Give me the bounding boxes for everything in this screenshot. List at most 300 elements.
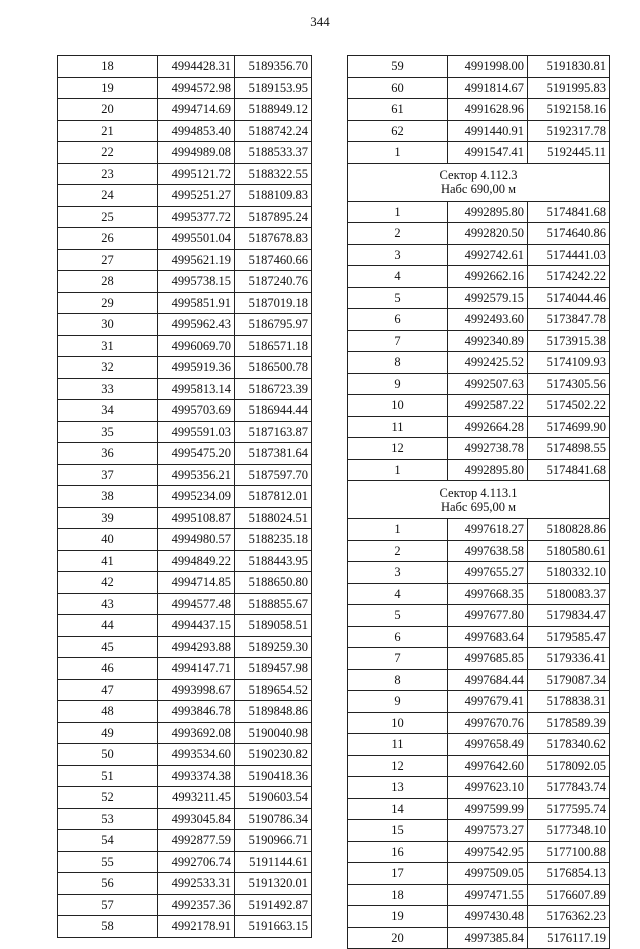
x-coordinate-cell: 4992820.50 — [448, 223, 528, 245]
x-coordinate-cell: 4995703.69 — [158, 400, 235, 422]
y-coordinate-cell: 5188742.24 — [235, 120, 312, 142]
point-number-cell: 1 — [348, 459, 448, 481]
point-number-cell: 2 — [348, 223, 448, 245]
table-row — [348, 309, 610, 331]
y-coordinate-cell: 5179585.47 — [528, 626, 610, 648]
y-coordinate-cell: 5176607.89 — [528, 884, 610, 906]
y-coordinate-cell: 5192445.11 — [528, 142, 610, 164]
table-row — [58, 142, 312, 164]
point-number-cell: 28 — [58, 271, 158, 293]
x-coordinate-cell: 4992493.60 — [448, 309, 528, 331]
x-coordinate-cell: 4997623.10 — [448, 777, 528, 799]
table-row — [348, 540, 610, 562]
y-coordinate-cell: 5178092.05 — [528, 755, 610, 777]
y-coordinate-cell: 5186723.39 — [235, 378, 312, 400]
x-coordinate-cell: 4994437.15 — [158, 615, 235, 637]
x-coordinate-cell: 4994293.88 — [158, 636, 235, 658]
y-coordinate-cell: 5189058.51 — [235, 615, 312, 637]
x-coordinate-cell: 4997658.49 — [448, 734, 528, 756]
table-row — [348, 416, 610, 438]
table-row — [58, 572, 312, 594]
x-coordinate-cell: 4992738.78 — [448, 438, 528, 460]
x-coordinate-cell: 4993998.67 — [158, 679, 235, 701]
point-number-cell: 22 — [58, 142, 158, 164]
y-coordinate-cell: 5180083.37 — [528, 583, 610, 605]
table-row — [348, 755, 610, 777]
y-coordinate-cell: 5178340.62 — [528, 734, 610, 756]
x-coordinate-cell: 4993211.45 — [158, 787, 235, 809]
x-coordinate-cell: 4997685.85 — [448, 648, 528, 670]
y-coordinate-cell: 5176117.19 — [528, 927, 610, 949]
table-row — [348, 841, 610, 863]
x-coordinate-cell: 4995621.19 — [158, 249, 235, 271]
point-number-cell: 43 — [58, 593, 158, 615]
table-row — [348, 605, 610, 627]
y-coordinate-cell: 5188235.18 — [235, 529, 312, 551]
y-coordinate-cell: 5187240.76 — [235, 271, 312, 293]
y-coordinate-cell: 5188322.55 — [235, 163, 312, 185]
table-row — [348, 77, 610, 99]
x-coordinate-cell: 4997385.84 — [448, 927, 528, 949]
point-number-cell: 49 — [58, 722, 158, 744]
point-number-cell: 23 — [58, 163, 158, 185]
x-coordinate-cell: 4995919.36 — [158, 357, 235, 379]
table-row — [348, 820, 610, 842]
point-number-cell: 57 — [58, 894, 158, 916]
table-row — [58, 507, 312, 529]
table-row — [58, 357, 312, 379]
y-coordinate-cell: 5178838.31 — [528, 691, 610, 713]
table-row — [58, 486, 312, 508]
x-coordinate-cell: 4994428.31 — [158, 56, 235, 78]
y-coordinate-cell: 5177595.74 — [528, 798, 610, 820]
x-coordinate-cell: 4997471.55 — [448, 884, 528, 906]
point-number-cell: 9 — [348, 373, 448, 395]
y-coordinate-cell: 5186500.78 — [235, 357, 312, 379]
x-coordinate-cell: 4992742.61 — [448, 244, 528, 266]
y-coordinate-cell: 5177348.10 — [528, 820, 610, 842]
x-coordinate-cell: 4992579.15 — [448, 287, 528, 309]
x-coordinate-cell: 4994853.40 — [158, 120, 235, 142]
y-coordinate-cell: 5173915.38 — [528, 330, 610, 352]
sector-height: Набс 695,00 м — [440, 499, 517, 514]
point-number-cell: 7 — [348, 648, 448, 670]
point-number-cell: 60 — [348, 77, 448, 99]
table-row — [58, 249, 312, 271]
point-number-cell: 36 — [58, 443, 158, 465]
y-coordinate-cell: 5187895.24 — [235, 206, 312, 228]
table-row — [58, 314, 312, 336]
y-coordinate-cell: 5191995.83 — [528, 77, 610, 99]
point-number-cell: 20 — [58, 99, 158, 121]
table-row — [58, 615, 312, 637]
point-number-cell: 45 — [58, 636, 158, 658]
table-row — [348, 648, 610, 670]
table-row — [348, 287, 610, 309]
point-number-cell: 5 — [348, 605, 448, 627]
point-number-cell: 55 — [58, 851, 158, 873]
x-coordinate-cell: 4991440.91 — [448, 120, 528, 142]
y-coordinate-cell: 5187381.64 — [235, 443, 312, 465]
x-coordinate-cell: 4991814.67 — [448, 77, 528, 99]
y-coordinate-cell: 5187812.01 — [235, 486, 312, 508]
table-row — [58, 378, 312, 400]
x-coordinate-cell: 4995813.14 — [158, 378, 235, 400]
table-row — [58, 99, 312, 121]
y-coordinate-cell: 5189153.95 — [235, 77, 312, 99]
point-number-cell: 42 — [58, 572, 158, 594]
y-coordinate-cell: 5191320.01 — [235, 873, 312, 895]
point-number-cell: 59 — [348, 56, 448, 78]
x-coordinate-cell: 4994989.08 — [158, 142, 235, 164]
point-number-cell: 4 — [348, 583, 448, 605]
x-coordinate-cell: 4994147.71 — [158, 658, 235, 680]
point-number-cell: 35 — [58, 421, 158, 443]
point-number-cell: 9 — [348, 691, 448, 713]
point-number-cell: 6 — [348, 626, 448, 648]
table-row — [348, 373, 610, 395]
x-coordinate-cell: 4997683.64 — [448, 626, 528, 648]
table-row — [58, 701, 312, 723]
point-number-cell: 32 — [58, 357, 158, 379]
y-coordinate-cell: 5174242.22 — [528, 266, 610, 288]
table-row — [58, 787, 312, 809]
x-coordinate-cell: 4993534.60 — [158, 744, 235, 766]
point-number-cell: 18 — [58, 56, 158, 78]
x-coordinate-cell: 4992340.89 — [448, 330, 528, 352]
table-row — [348, 438, 610, 460]
y-coordinate-cell: 5179087.34 — [528, 669, 610, 691]
point-number-cell: 12 — [348, 438, 448, 460]
x-coordinate-cell: 4997618.27 — [448, 519, 528, 541]
y-coordinate-cell: 5189848.86 — [235, 701, 312, 723]
table-row — [58, 744, 312, 766]
y-coordinate-cell: 5188533.37 — [235, 142, 312, 164]
y-coordinate-cell: 5188443.95 — [235, 550, 312, 572]
y-coordinate-cell: 5191144.61 — [235, 851, 312, 873]
table-row — [348, 777, 610, 799]
sector-header-row — [348, 163, 610, 201]
x-coordinate-cell: 4995121.72 — [158, 163, 235, 185]
point-number-cell: 16 — [348, 841, 448, 863]
y-coordinate-cell: 5191492.87 — [235, 894, 312, 916]
x-coordinate-cell: 4995501.04 — [158, 228, 235, 250]
table-row — [58, 894, 312, 916]
x-coordinate-cell: 4995738.15 — [158, 271, 235, 293]
x-coordinate-cell: 4993374.38 — [158, 765, 235, 787]
sector-title: Сектор 4.113.1 — [439, 485, 518, 500]
y-coordinate-cell: 5179834.47 — [528, 605, 610, 627]
x-coordinate-cell: 4992895.80 — [448, 201, 528, 223]
sector-header-row — [348, 481, 610, 519]
point-number-cell: 11 — [348, 416, 448, 438]
y-coordinate-cell: 5186944.44 — [235, 400, 312, 422]
x-coordinate-cell: 4992533.31 — [158, 873, 235, 895]
x-coordinate-cell: 4994714.85 — [158, 572, 235, 594]
x-coordinate-cell: 4992587.22 — [448, 395, 528, 417]
table-row — [348, 120, 610, 142]
point-number-cell: 4 — [348, 266, 448, 288]
y-coordinate-cell: 5179336.41 — [528, 648, 610, 670]
point-number-cell: 56 — [58, 873, 158, 895]
point-number-cell: 30 — [58, 314, 158, 336]
table-row — [348, 395, 610, 417]
x-coordinate-cell: 4992178.91 — [158, 916, 235, 938]
x-coordinate-cell: 4994714.69 — [158, 99, 235, 121]
point-number-cell: 10 — [348, 395, 448, 417]
y-coordinate-cell: 5190786.34 — [235, 808, 312, 830]
point-number-cell: 31 — [58, 335, 158, 357]
point-number-cell: 58 — [58, 916, 158, 938]
table-row — [58, 443, 312, 465]
table-row — [348, 906, 610, 928]
table-row — [58, 464, 312, 486]
table-row — [348, 459, 610, 481]
point-number-cell: 27 — [58, 249, 158, 271]
y-coordinate-cell: 5187597.70 — [235, 464, 312, 486]
x-coordinate-cell: 4994572.98 — [158, 77, 235, 99]
x-coordinate-cell: 4997573.27 — [448, 820, 528, 842]
table-row — [348, 734, 610, 756]
y-coordinate-cell: 5174841.68 — [528, 459, 610, 481]
table-row — [348, 712, 610, 734]
table-row — [58, 271, 312, 293]
point-number-cell: 10 — [348, 712, 448, 734]
point-number-cell: 5 — [348, 287, 448, 309]
point-number-cell: 1 — [348, 142, 448, 164]
x-coordinate-cell: 4997638.58 — [448, 540, 528, 562]
y-coordinate-cell: 5191663.15 — [235, 916, 312, 938]
table-row — [348, 99, 610, 121]
table-row — [58, 636, 312, 658]
x-coordinate-cell: 4995251.27 — [158, 185, 235, 207]
x-coordinate-cell: 4995356.21 — [158, 464, 235, 486]
table-row — [58, 163, 312, 185]
point-number-cell: 29 — [58, 292, 158, 314]
x-coordinate-cell: 4992895.80 — [448, 459, 528, 481]
point-number-cell: 33 — [58, 378, 158, 400]
point-number-cell: 38 — [58, 486, 158, 508]
x-coordinate-cell: 4992662.16 — [448, 266, 528, 288]
y-coordinate-cell: 5177100.88 — [528, 841, 610, 863]
x-coordinate-cell: 4992425.52 — [448, 352, 528, 374]
x-coordinate-cell: 4997670.76 — [448, 712, 528, 734]
y-coordinate-cell: 5190966.71 — [235, 830, 312, 852]
y-coordinate-cell: 5189654.52 — [235, 679, 312, 701]
x-coordinate-cell: 4993846.78 — [158, 701, 235, 723]
point-number-cell: 17 — [348, 863, 448, 885]
table-row — [348, 142, 610, 164]
y-coordinate-cell: 5176854.13 — [528, 863, 610, 885]
x-coordinate-cell: 4997599.99 — [448, 798, 528, 820]
y-coordinate-cell: 5180332.10 — [528, 562, 610, 584]
point-number-cell: 41 — [58, 550, 158, 572]
y-coordinate-cell: 5178589.39 — [528, 712, 610, 734]
y-coordinate-cell: 5190418.36 — [235, 765, 312, 787]
point-number-cell: 34 — [58, 400, 158, 422]
table-row — [58, 421, 312, 443]
point-number-cell: 44 — [58, 615, 158, 637]
table-row — [348, 691, 610, 713]
x-coordinate-cell: 4991547.41 — [448, 142, 528, 164]
y-coordinate-cell: 5186795.97 — [235, 314, 312, 336]
y-coordinate-cell: 5192317.78 — [528, 120, 610, 142]
point-number-cell: 7 — [348, 330, 448, 352]
x-coordinate-cell: 4992664.28 — [448, 416, 528, 438]
table-row — [58, 916, 312, 938]
point-number-cell: 21 — [58, 120, 158, 142]
point-number-cell: 20 — [348, 927, 448, 949]
table-row — [58, 550, 312, 572]
y-coordinate-cell: 5177843.74 — [528, 777, 610, 799]
x-coordinate-cell: 4995962.43 — [158, 314, 235, 336]
point-number-cell: 39 — [58, 507, 158, 529]
table-row — [58, 56, 312, 78]
x-coordinate-cell: 4997679.41 — [448, 691, 528, 713]
y-coordinate-cell: 5174640.86 — [528, 223, 610, 245]
x-coordinate-cell: 4991998.00 — [448, 56, 528, 78]
table-row — [58, 830, 312, 852]
coordinates-table-left — [57, 55, 312, 938]
y-coordinate-cell: 5188024.51 — [235, 507, 312, 529]
x-coordinate-cell: 4997509.05 — [448, 863, 528, 885]
x-coordinate-cell: 4994849.22 — [158, 550, 235, 572]
table-row — [348, 669, 610, 691]
table-row — [58, 77, 312, 99]
y-coordinate-cell: 5173847.78 — [528, 309, 610, 331]
x-coordinate-cell: 4995377.72 — [158, 206, 235, 228]
x-coordinate-cell: 4992706.74 — [158, 851, 235, 873]
y-coordinate-cell: 5186571.18 — [235, 335, 312, 357]
y-coordinate-cell: 5176362.23 — [528, 906, 610, 928]
x-coordinate-cell: 4994577.48 — [158, 593, 235, 615]
table-row — [58, 873, 312, 895]
y-coordinate-cell: 5188109.83 — [235, 185, 312, 207]
table-row — [348, 626, 610, 648]
x-coordinate-cell: 4992357.36 — [158, 894, 235, 916]
x-coordinate-cell: 4992507.63 — [448, 373, 528, 395]
y-coordinate-cell: 5190603.54 — [235, 787, 312, 809]
x-coordinate-cell: 4995591.03 — [158, 421, 235, 443]
table-row — [348, 330, 610, 352]
table-row — [58, 335, 312, 357]
coordinates-table-body — [348, 56, 610, 949]
x-coordinate-cell: 4995234.09 — [158, 486, 235, 508]
table-row — [348, 56, 610, 78]
x-coordinate-cell: 4994980.57 — [158, 529, 235, 551]
point-number-cell: 48 — [58, 701, 158, 723]
x-coordinate-cell: 4996069.70 — [158, 335, 235, 357]
page-number: 344 — [310, 14, 330, 29]
point-number-cell: 62 — [348, 120, 448, 142]
point-number-cell: 61 — [348, 99, 448, 121]
sector-header — [348, 481, 610, 519]
point-number-cell: 25 — [58, 206, 158, 228]
x-coordinate-cell: 4992877.59 — [158, 830, 235, 852]
point-number-cell: 8 — [348, 352, 448, 374]
table-row — [58, 185, 312, 207]
table-row — [348, 244, 610, 266]
table-row — [58, 206, 312, 228]
table-row — [348, 519, 610, 541]
y-coordinate-cell: 5190230.82 — [235, 744, 312, 766]
point-number-cell: 12 — [348, 755, 448, 777]
y-coordinate-cell: 5180580.61 — [528, 540, 610, 562]
table-row — [58, 292, 312, 314]
y-coordinate-cell: 5188949.12 — [235, 99, 312, 121]
y-coordinate-cell: 5174305.56 — [528, 373, 610, 395]
point-number-cell: 50 — [58, 744, 158, 766]
table-row — [58, 851, 312, 873]
point-number-cell: 1 — [348, 519, 448, 541]
table-row — [58, 722, 312, 744]
y-coordinate-cell: 5189457.98 — [235, 658, 312, 680]
table-row — [58, 120, 312, 142]
sector-title: Сектор 4.112.3 — [439, 168, 518, 182]
x-coordinate-cell: 4995851.91 — [158, 292, 235, 314]
table-row — [348, 201, 610, 223]
y-coordinate-cell: 5187460.66 — [235, 249, 312, 271]
x-coordinate-cell: 4995475.20 — [158, 443, 235, 465]
point-number-cell: 40 — [58, 529, 158, 551]
coordinates-table-body — [58, 56, 312, 938]
y-coordinate-cell: 5192158.16 — [528, 99, 610, 121]
table-row — [58, 228, 312, 250]
point-number-cell: 46 — [58, 658, 158, 680]
y-coordinate-cell: 5174898.55 — [528, 438, 610, 460]
y-coordinate-cell: 5174699.90 — [528, 416, 610, 438]
point-number-cell: 3 — [348, 244, 448, 266]
point-number-cell: 52 — [58, 787, 158, 809]
y-coordinate-cell: 5189356.70 — [235, 56, 312, 78]
sector-header — [348, 163, 610, 201]
table-row — [348, 562, 610, 584]
point-number-cell: 2 — [348, 540, 448, 562]
point-number-cell: 37 — [58, 464, 158, 486]
y-coordinate-cell: 5191830.81 — [528, 56, 610, 78]
point-number-cell: 19 — [58, 77, 158, 99]
y-coordinate-cell: 5174502.22 — [528, 395, 610, 417]
point-number-cell: 8 — [348, 669, 448, 691]
y-coordinate-cell: 5190040.98 — [235, 722, 312, 744]
point-number-cell: 13 — [348, 777, 448, 799]
table-row — [58, 593, 312, 615]
x-coordinate-cell: 4997677.80 — [448, 605, 528, 627]
table-row — [348, 863, 610, 885]
y-coordinate-cell: 5174044.46 — [528, 287, 610, 309]
y-coordinate-cell: 5187019.18 — [235, 292, 312, 314]
y-coordinate-cell: 5180828.86 — [528, 519, 610, 541]
x-coordinate-cell: 4993045.84 — [158, 808, 235, 830]
table-row — [58, 679, 312, 701]
table-row — [348, 352, 610, 374]
table-row — [348, 798, 610, 820]
point-number-cell: 19 — [348, 906, 448, 928]
coordinates-table-right — [347, 55, 610, 949]
point-number-cell: 14 — [348, 798, 448, 820]
point-number-cell: 11 — [348, 734, 448, 756]
table-row — [58, 765, 312, 787]
table-row — [348, 927, 610, 949]
point-number-cell: 54 — [58, 830, 158, 852]
point-number-cell: 47 — [58, 679, 158, 701]
x-coordinate-cell: 4991628.96 — [448, 99, 528, 121]
table-row — [58, 808, 312, 830]
y-coordinate-cell: 5174441.03 — [528, 244, 610, 266]
x-coordinate-cell: 4997430.48 — [448, 906, 528, 928]
table-row — [58, 400, 312, 422]
table-row — [58, 529, 312, 551]
